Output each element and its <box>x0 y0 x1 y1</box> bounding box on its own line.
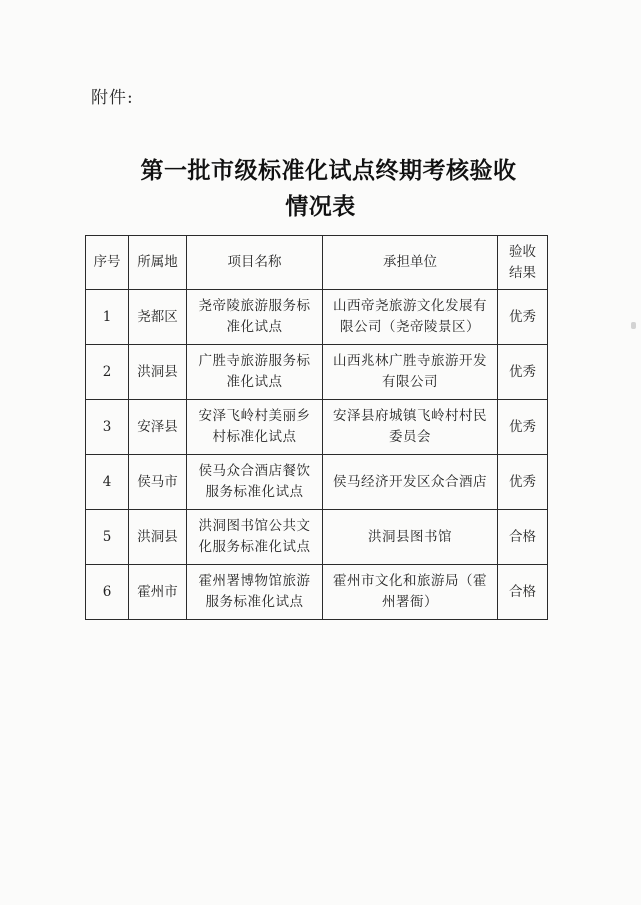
cell-seq: 2 <box>86 345 129 400</box>
cell-unit: 洪洞县图书馆 <box>323 510 498 565</box>
cell-seq: 5 <box>86 510 129 565</box>
header-result-line2: 结果 <box>509 264 536 281</box>
table-row <box>86 510 548 565</box>
cell-project: 广胜寺旅游服务标准化试点 <box>187 345 323 400</box>
cell-area: 侯马市 <box>129 455 187 510</box>
attachment-label: 附件: <box>91 88 134 108</box>
cell-result: 合格 <box>498 510 548 565</box>
cell-result: 优秀 <box>498 290 548 345</box>
cell-area: 尧都区 <box>129 290 187 345</box>
cell-unit: 山西帝尧旅游文化发展有限公司（尧帝陵景区） <box>323 290 498 345</box>
cell-seq: 1 <box>86 290 129 345</box>
cell-unit: 山西兆林广胜寺旅游开发有限公司 <box>323 345 498 400</box>
header-project: 项目名称 <box>187 236 323 290</box>
header-unit: 承担单位 <box>323 236 498 290</box>
scan-speck <box>631 322 636 329</box>
cell-area: 洪洞县 <box>129 510 187 565</box>
cell-result: 优秀 <box>498 345 548 400</box>
table-row <box>86 455 548 510</box>
cell-result: 合格 <box>498 565 548 620</box>
cell-seq: 3 <box>86 400 129 455</box>
header-result-line1: 验收 <box>509 243 536 260</box>
cell-result: 优秀 <box>498 400 548 455</box>
cell-unit: 侯马经济开发区众合酒店 <box>323 455 498 510</box>
header-seq: 序号 <box>86 236 129 290</box>
cell-area: 霍州市 <box>129 565 187 620</box>
document-title-continued: 情况表 <box>285 193 356 220</box>
cell-unit: 安泽县府城镇飞岭村村民委员会 <box>323 400 498 455</box>
header-area: 所属地 <box>129 236 187 290</box>
cell-unit: 霍州市文化和旅游局（霍州署衙） <box>323 565 498 620</box>
cell-project: 霍州署博物馆旅游服务标准化试点 <box>187 565 323 620</box>
cell-area: 安泽县 <box>129 400 187 455</box>
cell-project: 安泽飞岭村美丽乡村标准化试点 <box>187 400 323 455</box>
acceptance-results-table <box>85 235 548 620</box>
cell-seq: 6 <box>86 565 129 620</box>
header-result <box>498 236 548 290</box>
cell-project: 尧帝陵旅游服务标准化试点 <box>187 290 323 345</box>
table-header-row <box>86 236 548 290</box>
table-row <box>86 290 548 345</box>
cell-project: 洪洞图书馆公共文化服务标准化试点 <box>187 510 323 565</box>
cell-result: 优秀 <box>498 455 548 510</box>
document-title: 第一批市级标准化试点终期考核验收 <box>140 157 517 184</box>
cell-project: 侯马众合酒店餐饮服务标准化试点 <box>187 455 323 510</box>
table-row <box>86 565 548 620</box>
table-row <box>86 345 548 400</box>
cell-seq: 4 <box>86 455 129 510</box>
table-row <box>86 400 548 455</box>
cell-area: 洪洞县 <box>129 345 187 400</box>
